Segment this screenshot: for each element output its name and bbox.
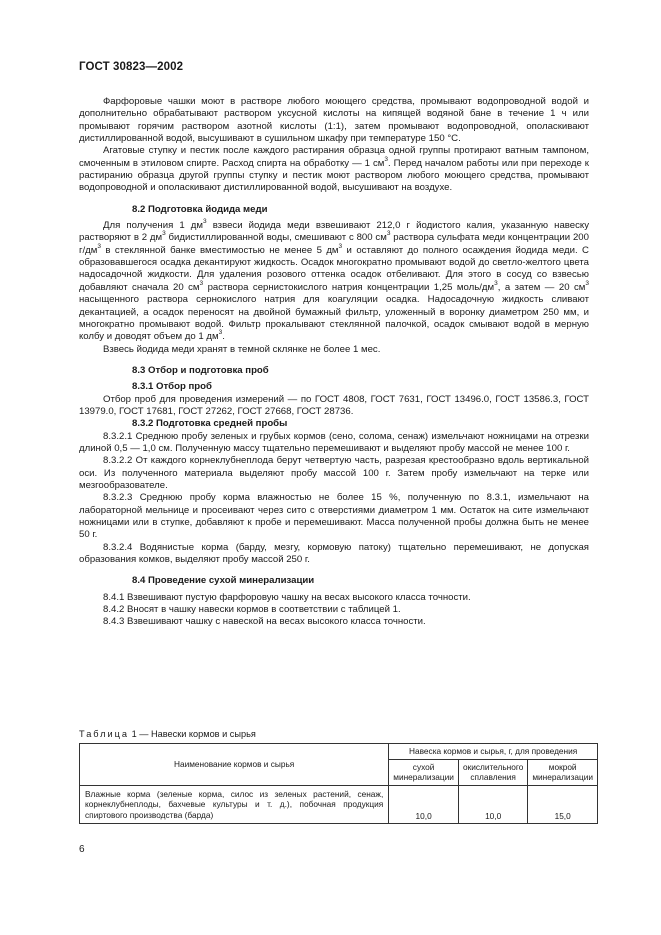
section-heading-8-4: 8.4 Проведение сухой минерализации [132,575,315,587]
table-subheader-oxidative: окислительного сплавления [458,759,527,785]
paragraph-copper-iodide-prep: Для получения 1 $дм^3$ взвеси йодида меди взвешивают 212,0 г йодистого калия, указанную навеску растворяют в 2 $дм^3$ бидистиллированной воды, смешивают с 800 $см^3$ раствора сульфата меди концентрации 200 $г/дм^3$ в стеклянной банке вместимостью не менее 5 $дм^3$ и оставляют до полного осаждения йодида меди. С образовавшегося осадка декантируют жидкость. Осадок многократно промывают водой до светло-желтого цвета надосадочной жидкости. Для удаления розового оттенка осадок отбеливают. Для этого в сосуд со взвесью добавляют сначала 20 $см^3$ раствора сернистокислого натрия концентрации 1,25 моль/$дм^3$, а затем — 20 $см^3$ насыщенного раствора сернокислого натрия для коагуляции осадка. Надосадочную жидкость сливают декантацией, а осадок переносят на двойной бумажный фильтр, уложенный в воронку диаметром 250 мм, и многократно промывают водой. Фильтр прокалывают стеклянной палочкой, осадок смывают водой в мерную колбу и доводят объем до 1 $дм^3$. [79,217,590,343]
feed-sample-table [79,743,598,824]
page-number: 6 [79,844,85,855]
paragraph-8-4-2: 8.4.2 Вносят в чашку навески кормов в соответствии с таблицей 1. [103,604,401,616]
subsection-heading-8-3-2: 8.3.2 Подготовка средней пробы [132,418,288,430]
paragraph-8-3-2-3: 8.3.2.3 Среднюю пробу корма влажностью не более 15 %, полученную по 8.3.1, измельчают на лабораторной мельнице и просеивают через сито с отверстиями диаметром 1 мм. Остаток на сите измельчают ножницами или в ступке, добавляют к пробе и перемешивают. Масса полученной пробы должна быть не менее 50 г. [79,492,589,541]
table-cell-value: 10,0 [458,785,527,824]
paragraph-storage: Взвесь йодида меди хранят в темной склянке не более 1 мес. [103,343,381,355]
table-cell-value: 10,0 [389,785,459,824]
paragraph-8-4-1: 8.4.1 Взвешивают пустую фарфоровую чашку на весах высокого класса точности. [103,591,471,603]
paragraph-8-3-2-4: 8.3.2.4 Водянистые корма (барду, мезгу, кормовую патоку) тщательно перемешивают, не допуская образования комков, выделяют пробу массой 250 г. [79,541,589,566]
table-header-name: Наименование кормов и сырья [80,744,389,786]
paragraph-8-3-2-1: 8.3.2.1 Среднюю пробу зеленых и грубых кормов (сено, солома, сенаж) измельчают ножницами на отрезки длиной 0,5 — 1,0 см. Полученную массу тщательно перемешивают и выделяют пробу массой не менее 100 г. [79,430,589,454]
table-subheader-dry: сухой минерализации [389,759,459,785]
table-header-group: Навеска кормов и сырья, г, для проведения [389,744,598,760]
section-heading-8-3: 8.3 Отбор и подготовка проб [132,364,269,376]
paragraph-sampling: Отбор проб для проведения измерений — по ГОСТ 4808, ГОСТ 7631, ГОСТ 13496.0, ГОСТ 13586.3, ГОСТ 13979.0, ГОСТ 17681, ГОСТ 27262, ГОСТ 27668, ГОСТ 28736. [79,393,589,417]
table-cell-name: Влажные корма (зеленые корма, силос из зеленых растений, сенаж, корнеклубнеплоды, бахчевые культуры и т. д.), побочная продукция спиртового производства (барда) [80,785,389,824]
table-caption-text: 1 — Навески кормов и сырья [129,729,256,739]
paragraph-cleaning-cups: Фарфоровые чашки моют в растворе любого моющего средства, промывают водопроводной водой и дополнительно обрабатывают раствором уксусной кислоты на кипящей водяной бане в течение 1 ч или промывают горячим раствором азотной кислоты (1:1), затем промывают водопроводной, ополаскивают дистиллированной водой, высушивают в сушильном шкафу при температуре 150 °С. [79,96,589,145]
subsection-heading-8-3-1: 8.3.1 Отбор проб [132,381,212,393]
body-text [79,96,589,629]
table-caption [79,729,256,739]
paragraph-8-3-2-2: 8.3.2.2 От каждого корнеклубнеплода берут четвертую часть, разрезая крестообразно вдоль вертикальной оси. Из полученного материала выделяют пробу массой 100 г. Затем пробу измельчают на терке или мезгообразователе. [79,455,589,491]
table-caption-word: Таблица [79,729,130,739]
document-header: ГОСТ 30823—2002 [79,61,184,73]
table-subheader-wet: мокрой минерализации [528,759,598,785]
table-row [80,785,598,824]
table-header-row [80,744,598,760]
table-cell-value: 15,0 [528,785,598,824]
section-heading-8-2: 8.2 Подготовка йодида меди [132,203,268,215]
paragraph-agate-mortar: Агатовые ступку и пестик после каждого растирания образца одной группы протирают ватным тампоном, смоченным в этиловом спирте. Расход спирта на обработку — 1 $см^3$. Перед началом работы или при переходе к растиранию образца другой группы ступку и пестик моют раствором любого моющего средства, промывают водопроводной и ополаскивают дистиллированной водой, высушивают на воздухе. [79,145,589,194]
paragraph-8-4-3: 8.4.3 Взвешивают чашку с навеской на весах высокого класса точности. [103,616,426,628]
